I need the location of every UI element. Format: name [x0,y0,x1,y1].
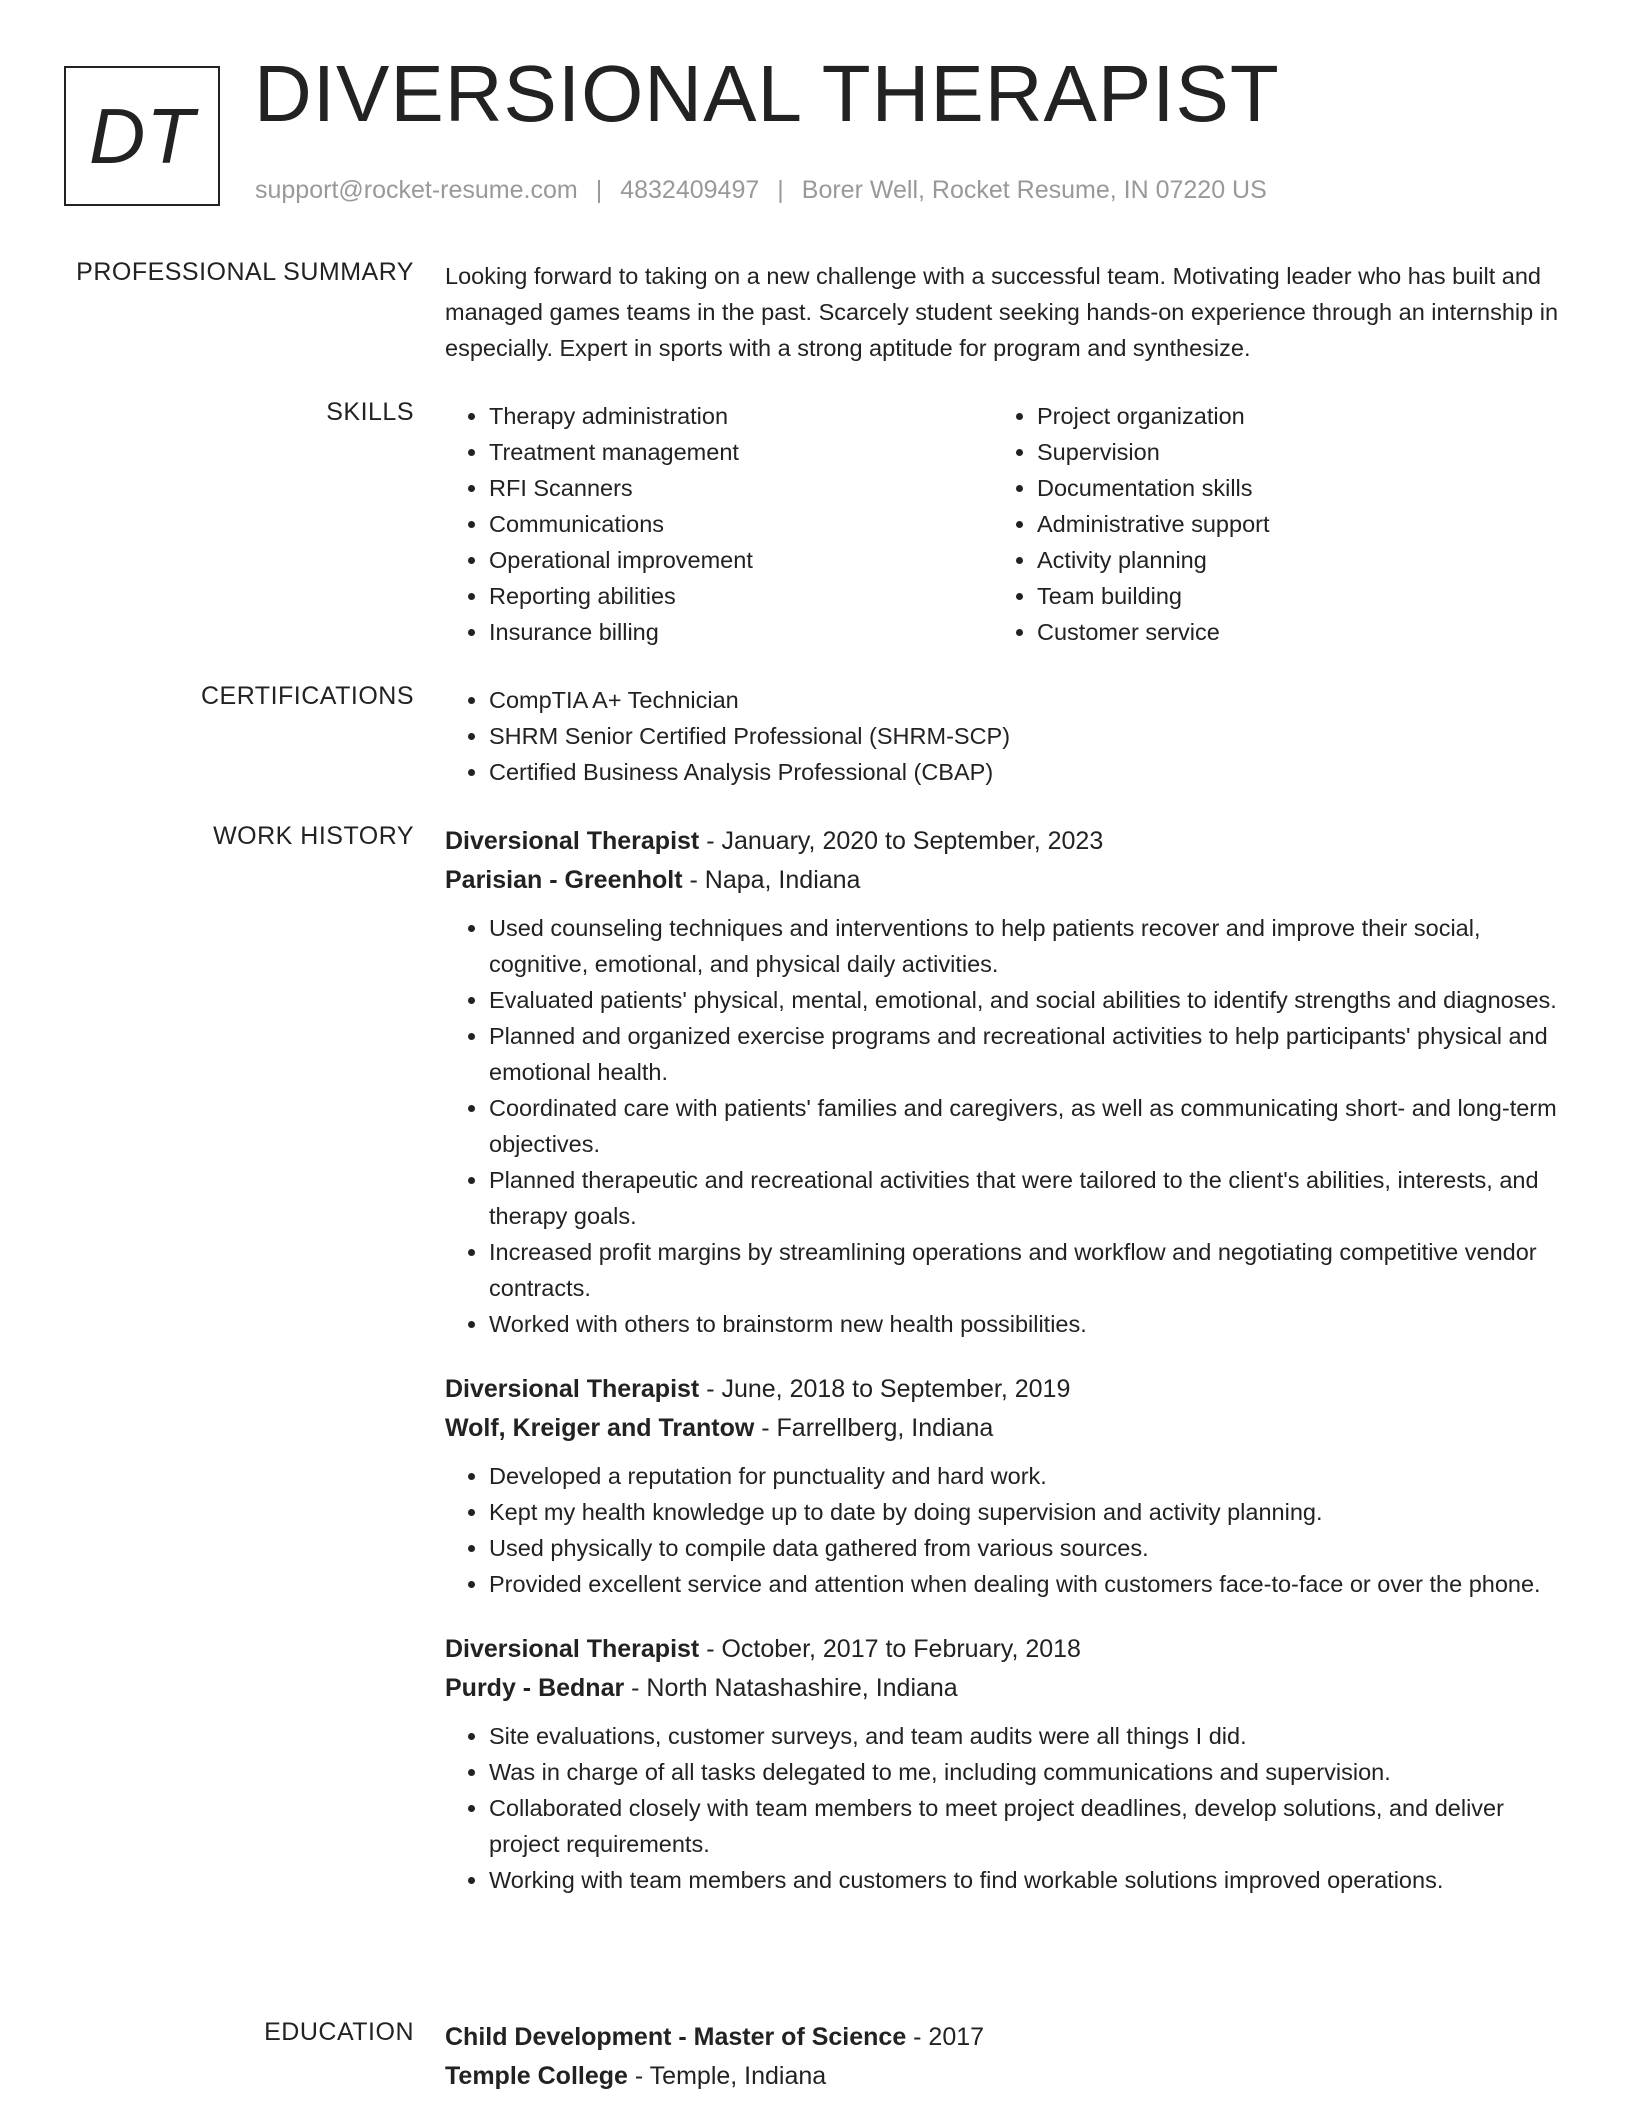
job-title-line [445,1630,1563,1668]
contact-email: support@rocket-resume.com [255,176,578,204]
job-title-line [445,1370,1563,1408]
job-bullet: • Used physically to compile data gathered from various sources. [489,1530,1563,1566]
job-bullet: • Was in charge of all tasks delegated to me, including communications and supervision. [489,1754,1563,1790]
certifications-body [445,682,1563,790]
job-list [445,1718,1563,1898]
skill-item: • Communications [489,506,985,542]
job-company-line [445,860,1563,900]
skill-item: • Activity planning [1037,542,1533,578]
job-list [445,1458,1563,1602]
job-bullet: • Working with team members and customers to find workable solutions improved operations. [489,1862,1563,1898]
job-list [445,910,1563,1342]
section-label-education: EDUCATION [264,2018,414,2046]
contact-address: Borer Well, Rocket Resume, IN 07220 US [801,176,1267,204]
job-bullet: • Used counseling techniques and interventions to help patients recover and improve their social, cognitive, emotional, and physical daily activities. [489,910,1563,982]
job-bullet: • Planned and organized exercise programs and recreational activities to help participants' physical and emotional health. [489,1018,1563,1090]
contact-separator: | [777,176,784,204]
job-bullet: • Collaborated closely with team members to meet project deadlines, develop solutions, and deliver project requirements. [489,1790,1563,1862]
job-bullet: • Kept my health knowledge up to date by doing supervision and activity planning. [489,1494,1563,1530]
school: Temple College [445,2062,628,2090]
job-location: - Farrellberg, Indiana [754,1414,994,1442]
degree: Child Development - Master of Science [445,2023,907,2051]
work-history-body [445,822,1563,1926]
job-dates: - October, 2017 to February, 2018 [699,1635,1081,1663]
skill-item: • Supervision [1037,434,1533,470]
certification-item: • CompTIA A+ Technician [489,682,1563,718]
education-body [445,2018,1563,2096]
graduation-year: - 2017 [906,2023,985,2051]
job-location: - Napa, Indiana [682,866,861,894]
contact-phone: 4832409497 [620,176,760,204]
job-title-line [445,822,1563,860]
skill-item: • Documentation skills [1037,470,1533,506]
certification-item: • Certified Business Analysis Professional (CBAP) [489,754,1563,790]
skill-item: • Therapy administration [489,398,985,434]
page-title: DIVERSIONAL THERAPIST [254,49,1280,138]
school-location: - Temple, Indiana [627,2062,827,2090]
job-title: Diversional Therapist [445,1635,700,1663]
job-bullet: • Coordinated care with patients' families and caregivers, as well as communicating short- and long-term objectives. [489,1090,1563,1162]
job-title: Diversional Therapist [445,1375,700,1403]
skill-item: • Project organization [1037,398,1533,434]
skills-column-right [993,398,1533,650]
contact-line [255,176,1267,205]
job-bullet: • Increased profit margins by streamlining operations and workflow and negotiating competitive vendor contracts. [489,1234,1563,1306]
skill-item: • Operational improvement [489,542,985,578]
job-bullet: • Evaluated patients' physical, mental, emotional, and social abilities to identify strengths and diagnoses. [489,982,1563,1018]
skill-item: • Administrative support [1037,506,1533,542]
job-location: - North Natashashire, Indiana [624,1674,958,1702]
school-line [445,2056,1563,2096]
skill-item: • RFI Scanners [489,470,985,506]
skill-item: • Team building [1037,578,1533,614]
section-label-summary: PROFESSIONAL SUMMARY [76,258,414,286]
job-company: Parisian - Greenholt [445,866,683,894]
job-company: Purdy - Bednar [445,1674,625,1702]
degree-line [445,2018,1563,2056]
skills-column-left [445,398,985,650]
certification-item: • SHRM Senior Certified Professional (SHRM-SCP) [489,718,1563,754]
job-entry [445,822,1563,1342]
job-bullet: • Worked with others to brainstorm new health possibilities. [489,1306,1563,1342]
job-entry [445,1370,1563,1602]
summary-text: Looking forward to taking on a new challenge with a successful team. Motivating leader who has built and managed games teams in the past. Scarcely student seeking hands-on experience through an internship in especially. Expert in sports with a strong aptitude for program and synthesize. [445,263,1559,361]
skill-list [445,398,985,650]
job-company-line [445,1408,1563,1448]
job-dates: - June, 2018 to September, 2019 [699,1375,1071,1403]
section-label-work-history: WORK HISTORY [213,822,414,850]
job-entry [445,1630,1563,1898]
section-label-certifications: CERTIFICATIONS [200,682,414,710]
job-bullet: • Developed a reputation for punctuality and hard work. [489,1458,1563,1494]
job-bullet: • Site evaluations, customer surveys, and team audits were all things I did. [489,1718,1563,1754]
skill-item: • Treatment management [489,434,985,470]
job-company: Wolf, Kreiger and Trantow [445,1414,755,1442]
job-dates: - January, 2020 to September, 2023 [699,827,1104,855]
skill-item: • Customer service [1037,614,1533,650]
contact-separator: | [595,176,603,204]
skill-item: • Insurance billing [489,614,985,650]
skill-list [993,398,1533,650]
monogram: DT [64,66,220,206]
job-company-line [445,1668,1563,1708]
job-title: Diversional Therapist [445,827,700,855]
certification-list [445,682,1563,790]
job-bullet: • Planned therapeutic and recreational activities that were tailored to the client's abilities, interests, and therapy goals. [489,1162,1563,1234]
section-label-skills: SKILLS [326,398,414,426]
skill-item: • Reporting abilities [489,578,985,614]
job-bullet: • Provided excellent service and attention when dealing with customers face-to-face or over the phone. [489,1566,1563,1602]
